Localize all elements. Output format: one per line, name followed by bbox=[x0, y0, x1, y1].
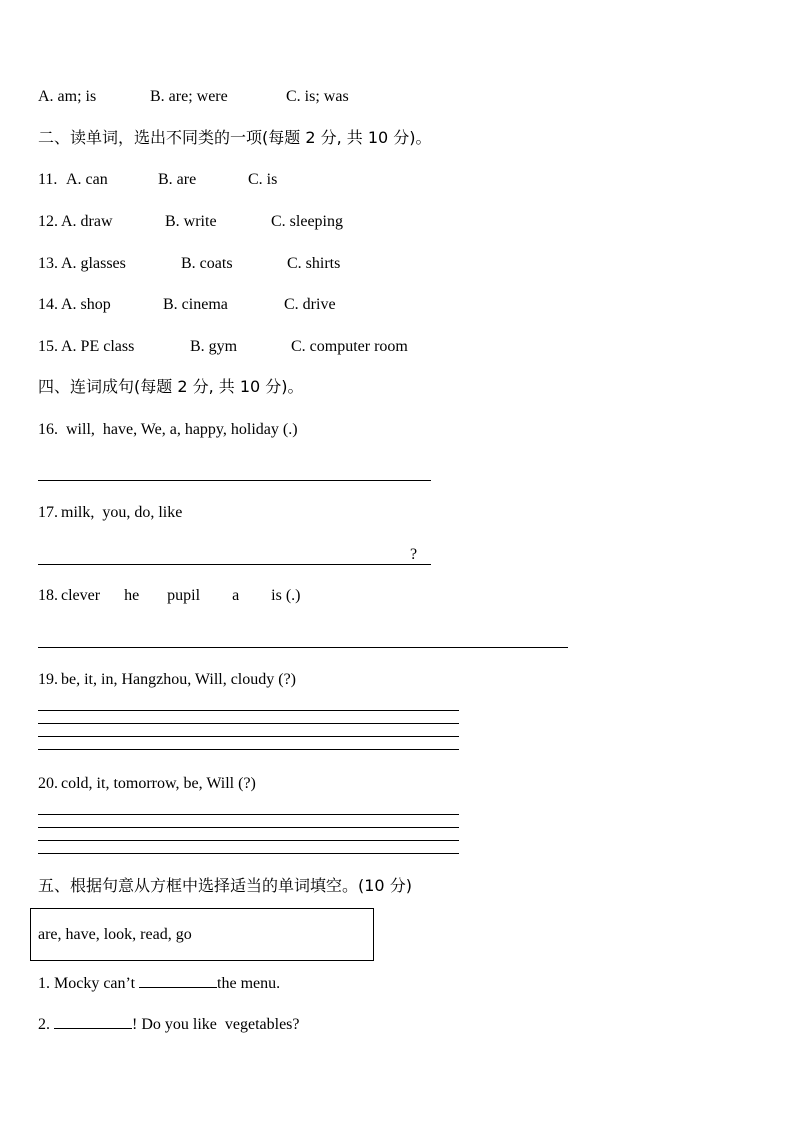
fill-item-2-blank[interactable] bbox=[54, 1014, 132, 1029]
section2-title: 二、读单词，选出不同类的一项(每题 2 分, 共 10 分)。 bbox=[38, 128, 432, 147]
fill-item-2-suffix: ! Do you like vegetables? bbox=[132, 1016, 300, 1033]
q17-question-mark: ? bbox=[410, 546, 418, 563]
q10-option-a: A. am; is bbox=[38, 88, 97, 105]
q16-number: 16. bbox=[38, 421, 62, 438]
q11-option-b: B. are bbox=[158, 171, 197, 188]
q12-number: 12. bbox=[38, 213, 58, 230]
q14-option-c: C. drive bbox=[284, 296, 336, 313]
q12-option-c: C. sleeping bbox=[271, 213, 343, 230]
q12-option-a: A. draw bbox=[61, 213, 113, 230]
fill-item-1-prefix: 1. Mocky can’t bbox=[38, 975, 140, 992]
q20-prompt: cold, it, tomorrow, be, Will (?) bbox=[61, 775, 256, 792]
q20-number: 20. bbox=[38, 775, 58, 792]
q14-option-b: B. cinema bbox=[163, 296, 228, 313]
q19-answer-line[interactable] bbox=[38, 749, 459, 750]
q20-answer-line[interactable] bbox=[38, 814, 459, 815]
section4-title: 四、连词成句(每题 2 分, 共 10 分)。 bbox=[38, 377, 304, 396]
q19-prompt: be, it, in, Hangzhou, Will, cloudy (?) bbox=[61, 671, 297, 688]
q18-number: 18. bbox=[38, 587, 58, 604]
q10-option-b: B. are; were bbox=[150, 88, 228, 105]
q16-prompt: will, have, We, a, happy, holiday (.) bbox=[66, 421, 298, 438]
q20-answer-line[interactable] bbox=[38, 840, 459, 841]
q20-answer-line[interactable] bbox=[38, 853, 459, 854]
q17-number: 17. bbox=[38, 504, 58, 521]
q15-number: 15. bbox=[38, 338, 58, 355]
q15-option-a: A. PE class bbox=[61, 338, 135, 355]
q16-answer-line[interactable] bbox=[38, 480, 431, 481]
q11-option-c: C. is bbox=[248, 171, 278, 188]
section5-title: 五、根据句意从方框中选择适当的单词填空。(10 分) bbox=[38, 876, 412, 895]
fill-item-1-blank[interactable] bbox=[139, 973, 217, 988]
fill-item-2-prefix: 2. bbox=[38, 1016, 54, 1033]
q13-option-c: C. shirts bbox=[287, 255, 341, 272]
q19-number: 19. bbox=[38, 671, 58, 688]
q18-prompt: clever he pupil a is (.) bbox=[61, 587, 301, 604]
q11-option-a: A. can bbox=[66, 171, 108, 188]
q12-option-b: B. write bbox=[165, 213, 217, 230]
q14-number: 14. bbox=[38, 296, 58, 313]
q13-number: 13. bbox=[38, 255, 58, 272]
q10-option-c: C. is; was bbox=[286, 88, 349, 105]
q15-option-b: B. gym bbox=[190, 338, 238, 355]
q13-option-a: A. glasses bbox=[61, 255, 126, 272]
q19-answer-line[interactable] bbox=[38, 710, 459, 711]
q13-option-b: B. coats bbox=[181, 255, 233, 272]
q14-option-a: A. shop bbox=[61, 296, 111, 313]
q20-answer-line[interactable] bbox=[38, 827, 459, 828]
q18-answer-line[interactable] bbox=[38, 647, 568, 648]
q15-option-c: C. computer room bbox=[291, 338, 408, 355]
q17-answer-line[interactable] bbox=[38, 564, 431, 565]
fill-item-2 bbox=[38, 1014, 300, 1035]
fill-item-1 bbox=[38, 973, 280, 994]
q11-number: 11. bbox=[38, 171, 62, 188]
q19-answer-line[interactable] bbox=[38, 736, 459, 737]
q19-answer-line[interactable] bbox=[38, 723, 459, 724]
word-bank-text: are, have, look, read, go bbox=[38, 926, 192, 943]
fill-item-1-suffix: the menu. bbox=[217, 975, 281, 992]
q17-prompt: milk, you, do, like bbox=[61, 504, 183, 521]
